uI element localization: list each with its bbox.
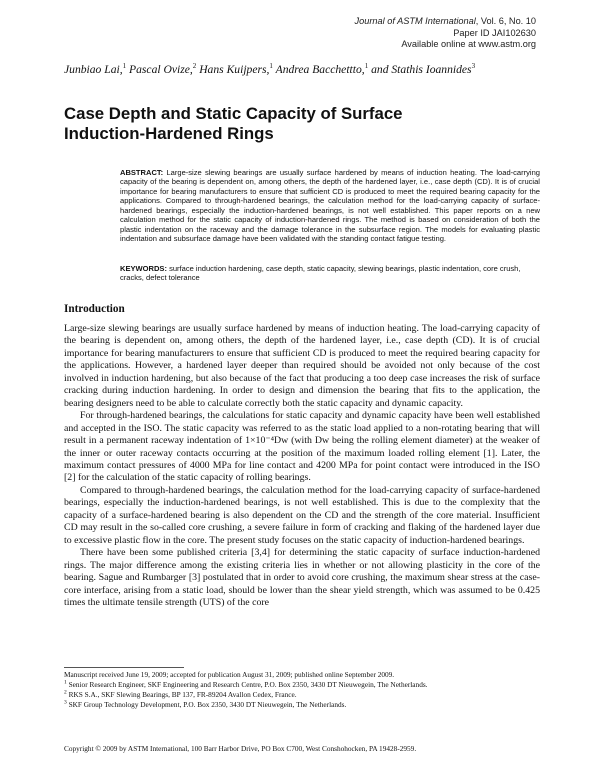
footnote [64,690,544,700]
manuscript-note: Manuscript received June 19, 2009; accepted for publication August 31, 2009; published online September 2009. [64,670,395,679]
author [199,63,273,76]
author-affiliation-mark: 3 [471,62,476,71]
availability-note: Available online at www.astm.org [401,39,536,49]
journal-volume: , Vol. 6, No. 10 [475,16,536,26]
body-paragraph: There have been some published criteria [3,4] for determining the static capacity of surface induction-hardened rings. The major difference among the existing criteria lies in whether or not allowing plasticity in the core of the bearing. Sague and Rumbarger [3] postulated that in order to avoid core crushing, the maximum shear stress at the case-core interface, arising from a static load, should be lower than the shear yield strength, which was assumed to be 0.425 times the ultimate tensile strength (UTS) of the core [64,547,540,608]
author-name: Junbiao Lai, [64,63,123,76]
body-paragraph: Large-size slewing bearings are usually surface hardened by means of induction heating. The load-carrying capacity of the bearing is dependent on, among others, the depth of the hardened layer, i.e., case depth (CD). It is of crucial importance for bearing manufacturers to ensure that sufficient CD is produced to meet the required bearing capacity for the applications. However, a hardened layer deeper than required should be avoided not only because of the cost involved in induction hardening, but also because of the fact that producing a too deep case increases the risk of surface cracking during induction hardening. In order to design and dimension the bearing that fits to the application, the bearing designers need to be able to calculate correctly both the static capacity and dynamic capacity. [64,323,540,409]
author-name: Hans Kuijpers, [199,63,270,76]
journal-citation [355,16,536,28]
footnote-mark: 1 [64,679,67,686]
author-name: and Stathis Ioannides [371,63,472,76]
abstract-text: Large-size slewing bearings are usually surface hardened by means of induction heating. The load-carrying capacity of the bearing is dependent on, among others, the depth of the hardened layer, i.e., case depth (CD). It is of crucial importance for bearing manufacturers to ensure that sufficient CD is produced to meet the required bearing capacity for the applications. Compared to through-hardened bearings, the calculation method for the load-carrying capacity of surface-hardened bearings, especially the induction-hardened bearings, is not well established. This paper reports on a new calculation method for the static capacity of induction-hardened rings. The method is based on consideration of both the plastic indentation on the raceway and the damage tolerance in the subsurface region. The models for evaluating plastic indentation and subsurface damage have been validated with the standing contact fatigue testing. [120,168,540,244]
body-paragraph: For through-hardened bearings, the calculations for static capacity and dynamic capacity have been well established and accepted in the ISO. The static capacity was referred to as the static load applied to a non-rotating bearing that will result in a permanent raceway indentation of 1×10⁻⁴Dw (with Dw being the rolling element diameter) at the weaker of the inner or outer raceway contacts occurring at the position of the maximum loaded rolling element [1]. Later, the maximum contact pressures of 4000 MPa for line contact and 4200 MPa for point contact were introduced in the ISO [2] for the calculation of the static capacity of rolling bearings. [64,410,540,484]
footnote-text: Senior Research Engineer, SKF Engineering and Research Centre, P.O. Box 2350, 3430 DT Nieuwegein, The Netherlands. [66,680,428,689]
footnote [64,680,544,690]
footnote-mark: 3 [64,699,67,706]
paper-title [64,104,544,144]
footnote [64,700,544,710]
author-affiliation-mark: 1 [269,62,273,71]
keywords-text: surface induction hardening, case depth, static capacity, slewing bearings, plastic indentation, core crush, cracks, defect tolerance [120,264,521,283]
author-affiliation-mark: 1 [364,62,369,71]
keywords-label: KEYWORDS: [120,264,167,273]
title-line: Case Depth and Static Capacity of Surface [64,104,403,123]
author-affiliation-mark: 2 [192,62,197,71]
footnote-mark: 2 [64,689,67,696]
abstract [120,168,540,244]
abstract-label: ABSTRACT: [120,168,164,177]
copyright-notice: Copyright © 2009 by ASTM International, 100 Barr Harbor Drive, PO Box C700, West Conshohocken, PA 19428-2959. [64,744,417,753]
title-line: Induction-Hardened Rings [64,124,274,143]
section-heading: Introduction [64,303,125,315]
author-affiliation-mark: 1 [122,62,127,71]
author-name: Andrea Bacchettto, [275,63,365,76]
journal-name: Journal of ASTM International [354,16,476,26]
author [129,63,196,76]
footnote-text: SKF Group Technology Development, P.O. Box 2350, 3430 DT Nieuwegein, The Netherlands. [66,700,347,709]
author-name: Pascal Ovize, [129,63,193,76]
keywords [120,264,540,283]
paper-id: Paper ID JAI102630 [453,27,536,38]
author-list [64,63,544,76]
footnote-text: RKS S.A., SKF Slewing Bearings, BP 137, FR-89204 Avallon Cedex, France. [66,690,297,699]
author [64,63,126,76]
body-text [64,323,540,609]
footnote-divider [64,667,184,668]
footnotes [64,670,544,710]
author [371,63,475,76]
author [276,63,369,76]
body-paragraph: Compared to through-hardened bearings, the calculation method for the load-carrying capacity of surface-hardened bearings, especially the induction-hardened bearings, is not well established. This is due to the complexity that the capacity of a surface-hardened bearing is also dependent on the CD and the strength of the core material. Insufficient CD may result in the so-called core crushing, a severe failure in form of cracking and flaking of the hardened layer due to excessive plastic flow in the core. The present study focuses on the static capacity of induction-hardened bearings. [64,484,540,546]
journal-header [355,16,536,51]
